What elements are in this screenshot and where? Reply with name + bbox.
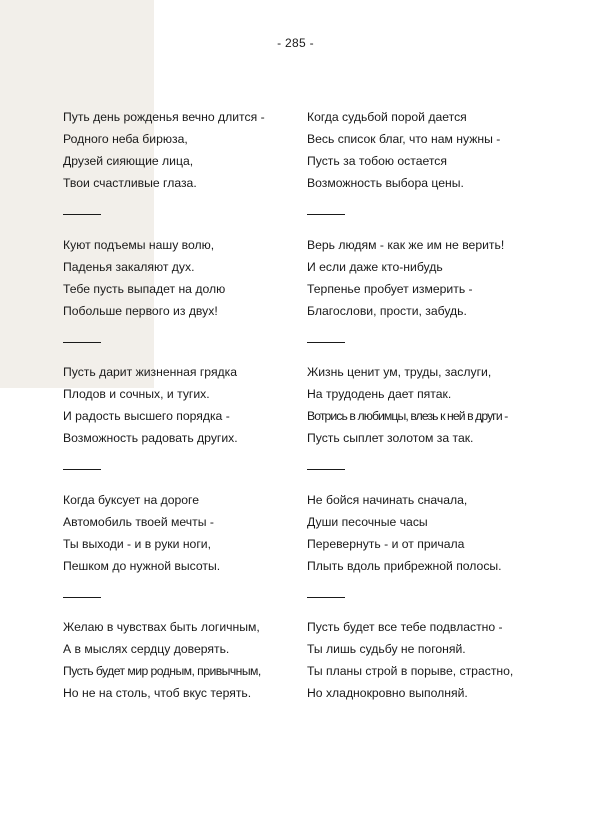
stanza bbox=[307, 234, 547, 362]
poem-line: Вотрись в любимцы, влезь к ней в други - bbox=[307, 409, 508, 423]
poem-line: Друзей сияющие лица, bbox=[63, 154, 194, 168]
poem-line: Плыть вдоль прибрежной полосы. bbox=[307, 558, 502, 573]
poem-line: Пусть будет мир родным, привычным, bbox=[63, 664, 261, 678]
stanza-separator bbox=[63, 342, 101, 343]
poem-line: Пусть дарит жизненная грядка bbox=[63, 365, 238, 379]
stanza-separator bbox=[307, 597, 345, 598]
poem-line: А в мыслях сердцу доверять. bbox=[63, 642, 230, 656]
poem-line: Возможность радовать других. bbox=[63, 431, 238, 445]
poem-line: Плодов и сочных, и тугих. bbox=[63, 387, 210, 401]
stanza-separator bbox=[63, 597, 101, 598]
poem-line: Возможность выбора цены. bbox=[307, 176, 464, 190]
stanza bbox=[63, 616, 298, 744]
poem-line: Когда судьбой порой дается bbox=[307, 110, 467, 124]
poem-line: Пешком до нужной высоты. bbox=[63, 558, 221, 573]
poem-line: Терпенье пробует измерить - bbox=[307, 281, 473, 296]
poem-line: Тебе пусть выпадет на долю bbox=[63, 281, 226, 296]
poem-line: Ты лишь судьбу не погоняй. bbox=[307, 642, 466, 656]
poem-line: Автомобиль твоей мечты - bbox=[63, 514, 214, 529]
stanza bbox=[63, 234, 298, 362]
stanza bbox=[307, 489, 547, 617]
stanza-separator bbox=[63, 469, 101, 470]
stanza bbox=[63, 106, 298, 234]
stanza-separator bbox=[307, 342, 345, 343]
poem-line: Верь людям - как же им не верить! bbox=[307, 237, 505, 252]
poem-line: На трудодень дает пятак. bbox=[307, 387, 452, 401]
poem-line: Желаю в чувствах быть логичным, bbox=[63, 620, 260, 634]
poem-line: Ты планы строй в порыве, страстно, bbox=[307, 664, 514, 678]
poem-line: И если даже кто-нибудь bbox=[307, 259, 443, 274]
poem-line: Паденья закаляют дух. bbox=[63, 259, 195, 274]
poem-line: Куют подъемы нашу волю, bbox=[63, 237, 215, 252]
poem-line: Души песочные часы bbox=[307, 514, 428, 529]
poem-line: Пусть будет все тебе подвластно - bbox=[307, 620, 503, 634]
stanza-separator bbox=[63, 214, 101, 215]
poem-line: Ты выходи - и в руки ноги, bbox=[63, 536, 211, 551]
poem-line: Перевернуть - и от причала bbox=[307, 536, 465, 551]
stanza bbox=[63, 361, 298, 489]
poem-line: Не бойся начинать сначала, bbox=[307, 492, 468, 507]
poem-line: Но не на столь, чтоб вкус терять. bbox=[63, 686, 252, 700]
poem-line: Путь день рожденья вечно длится - bbox=[63, 110, 265, 124]
poem-line: Твои счастливые глаза. bbox=[63, 176, 197, 190]
page-number: - 285 - bbox=[277, 36, 314, 50]
poem-line: И радость высшего порядка - bbox=[63, 409, 230, 423]
stanza-separator bbox=[307, 469, 345, 470]
poem-line: Когда буксует на дороге bbox=[63, 492, 200, 507]
poem-line: Родного неба бирюза, bbox=[63, 132, 188, 146]
stanza bbox=[307, 616, 547, 744]
poem-line: Побольше первого из двух! bbox=[63, 303, 218, 318]
poem-line: Пусть за тобою остается bbox=[307, 154, 447, 168]
poem-line: Весь список благ, что нам нужны - bbox=[307, 132, 501, 146]
poem-line: Пусть сыплет золотом за так. bbox=[307, 431, 474, 445]
poem-line: Но хладнокровно выполняй. bbox=[307, 686, 468, 700]
poem-line: Жизнь ценит ум, труды, заслуги, bbox=[307, 365, 492, 379]
stanza bbox=[63, 489, 298, 617]
stanza bbox=[307, 106, 547, 234]
right-poem-column bbox=[307, 106, 547, 744]
left-poem-column bbox=[63, 106, 298, 744]
poem-line: Благослови, прости, забудь. bbox=[307, 303, 467, 318]
stanza-separator bbox=[307, 214, 345, 215]
stanza bbox=[307, 361, 547, 489]
